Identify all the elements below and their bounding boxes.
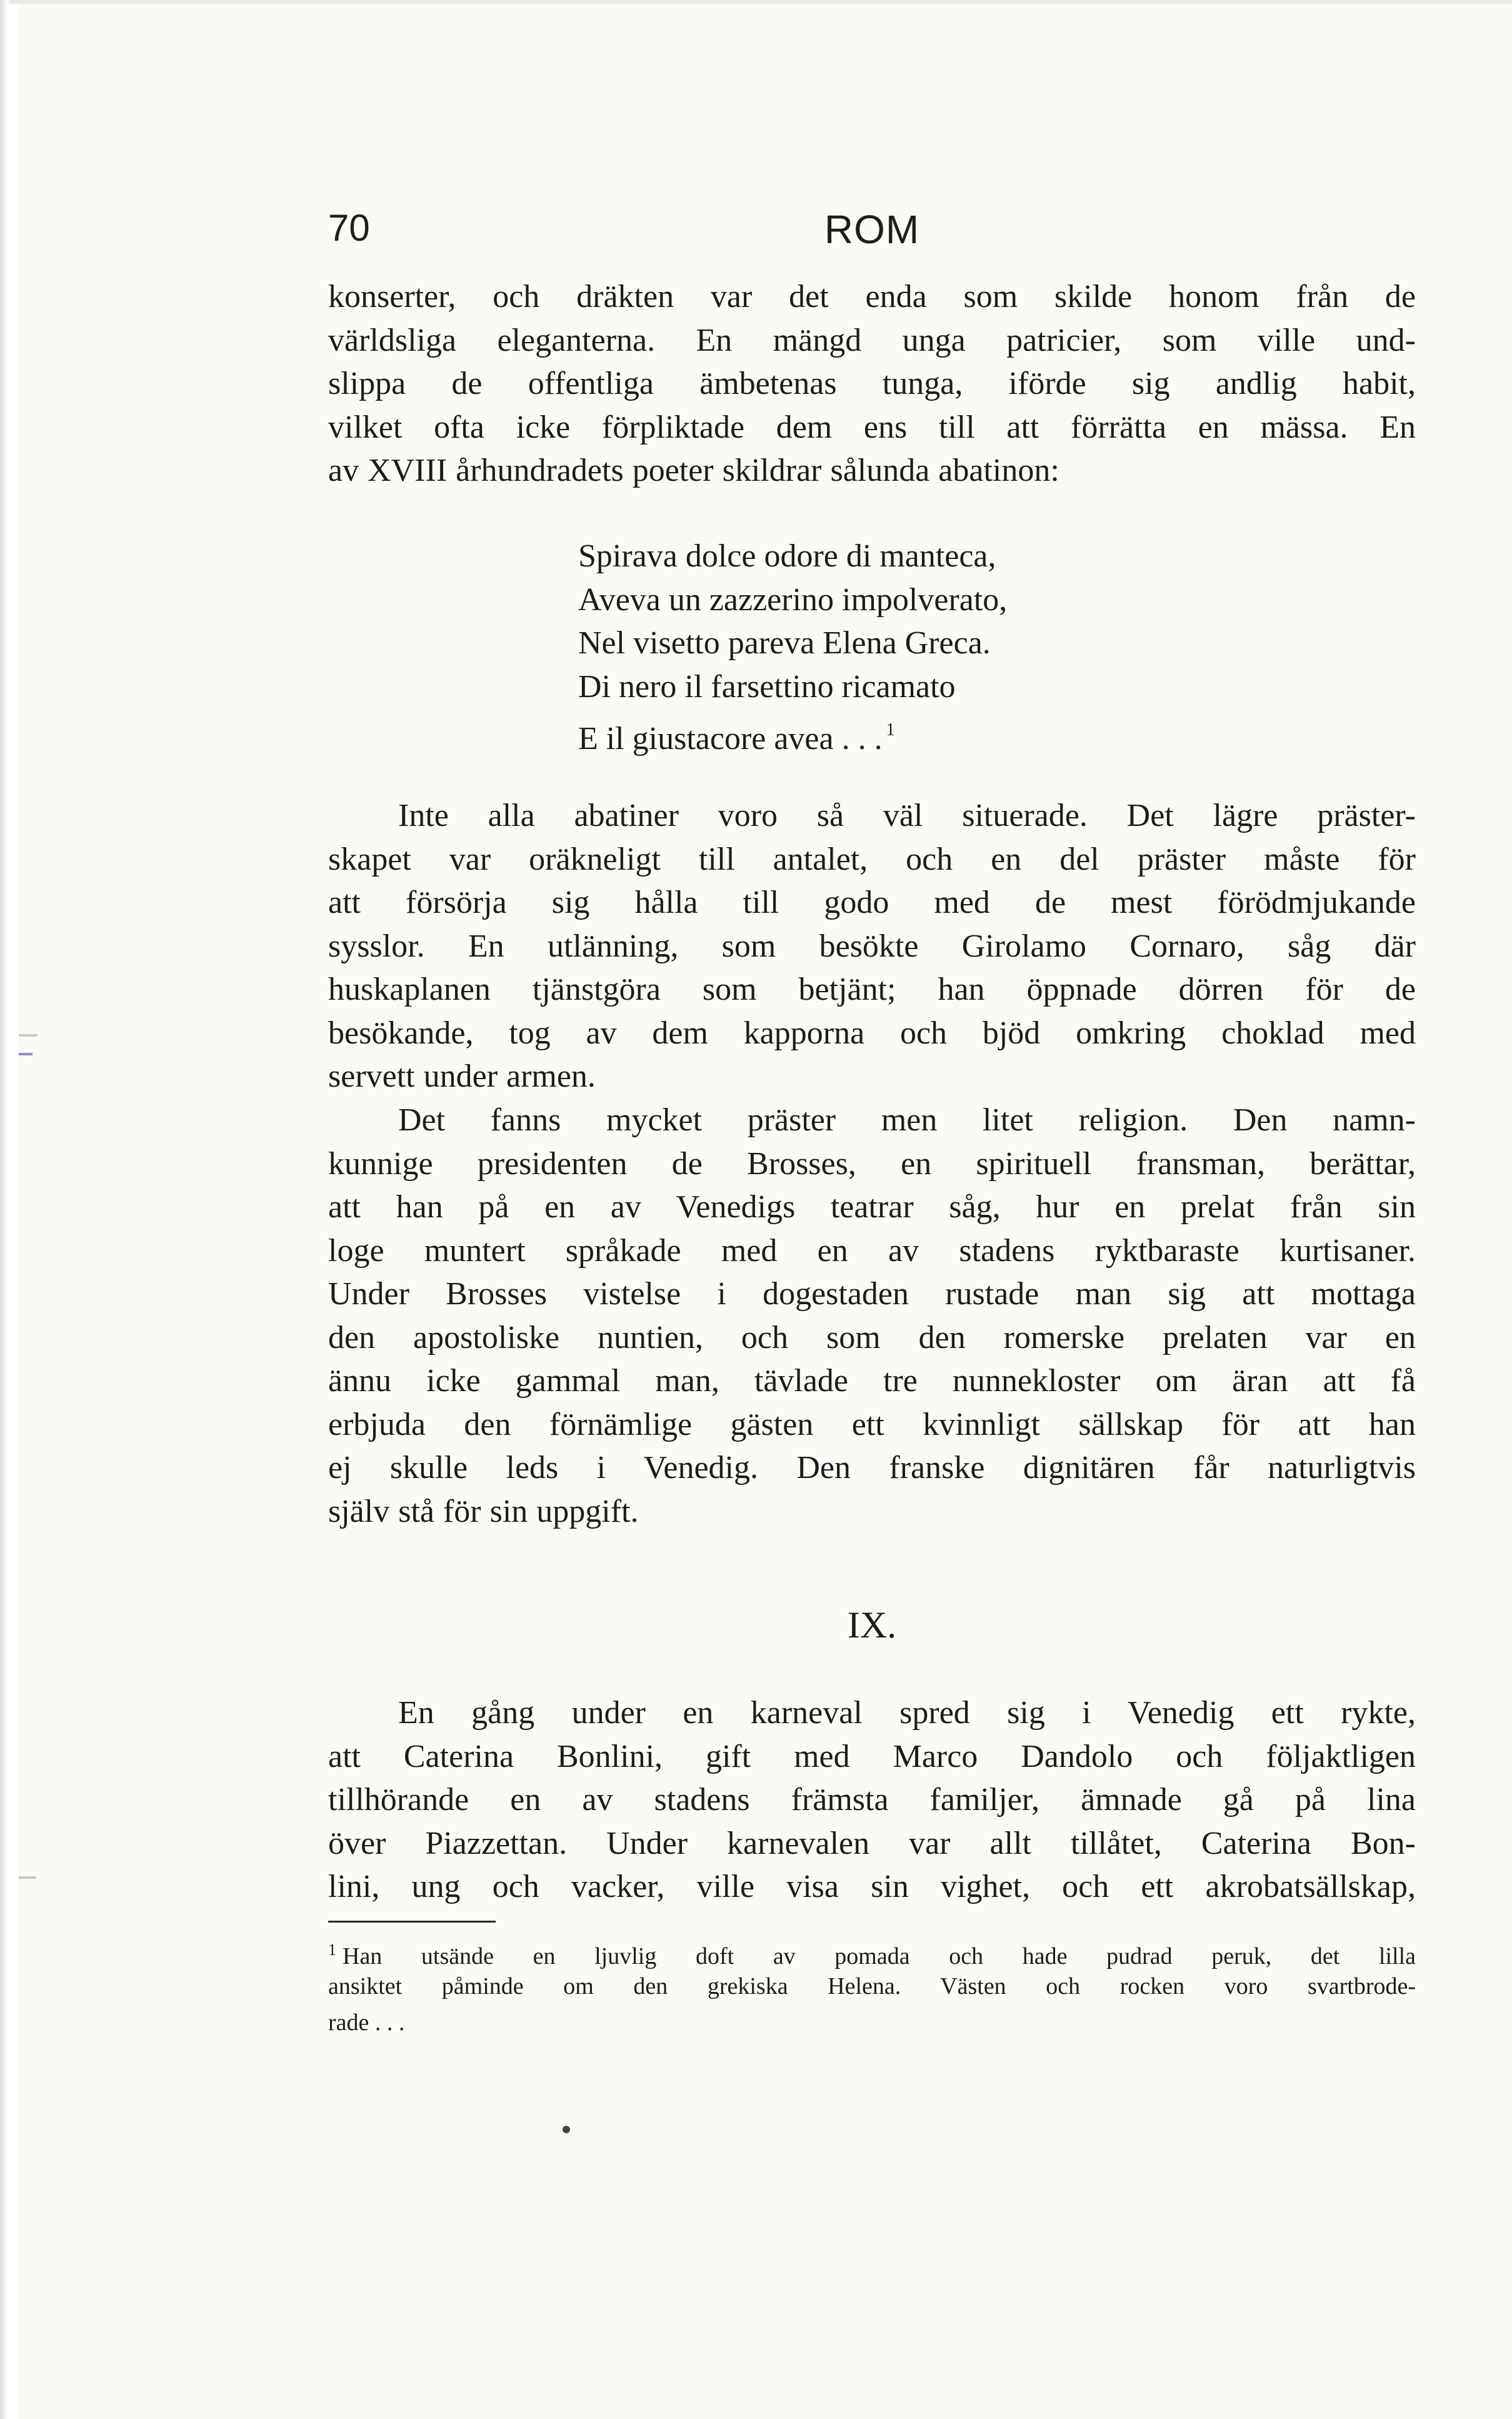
text-line: världsliga eleganterna. En mängd unga patricier, som ville und- [328,322,1416,358]
footnote-rule [328,1921,496,1923]
footnote-number: 1 [328,1941,336,1959]
text-line: erbjuda den förnämlige gästen ett kvinnligt sällskap för att han [328,1406,1416,1442]
poem-line: Di nero il farsettino ricamato [578,668,956,705]
text-line: själv stå för sin uppgift. [328,1493,639,1529]
footnote-line [328,1932,1416,1968]
poem-quote [578,535,1328,757]
text-line: Det fanns mycket präster men litet religion. Den namn- [398,1102,1416,1138]
text-line: besökande, tog av dem kapporna och bjöd omkring choklad med [328,1015,1416,1051]
scan-mark [19,1034,38,1037]
paragraph-1 [328,275,1416,493]
page-number: 70 [328,207,370,249]
text-line: den apostoliske nuntien, och som den romerske prelaten var en [328,1319,1416,1355]
footnote-marker: 1 [886,720,895,740]
text-line: tillhörande en av stadens främsta familjer, ämnade gå på lina [328,1782,1416,1818]
footnote [328,1932,1416,2041]
text-line: konserter, och dräkten var det enda som skilde honom från de [328,279,1416,314]
text-line: slippa de offentliga ämbetenas tunga, iförde sig andlig habit, [328,366,1416,401]
text-line: kunnige presidenten de Brosses, en spirituell fransman, berättar, [328,1145,1416,1182]
page-header [328,200,1416,263]
scan-mark [19,1876,36,1879]
poem-line: Spirava dolce odore di manteca, [578,538,996,574]
text-line: över Piazzettan. Under karnevalen var allt tillåtet, Caterina Bon- [328,1825,1416,1861]
text-line: lini, ung och vacker, ville visa sin vighet, och ett akrobatsällskap, [328,1869,1416,1904]
poem-line: Nel visetto pareva Elena Greca. [578,625,991,661]
poem-line [578,708,1328,757]
text-line: sysslor. En utlänning, som besökte Girolamo Cornaro, såg där [328,928,1416,964]
text-line: ej skulle leds i Venedig. Den franske dignitären får naturligtvis [328,1450,1416,1486]
text-line: loge muntert språkade med en av stadens ryktbaraste kurtisaner. [328,1232,1416,1269]
text-line: servett under armen. [328,1059,596,1094]
text-line: Inte alla abatiner voro så väl situerade. Det lägre präster- [398,798,1416,833]
text-line: skapet var oräkneligt till antalet, och en del präster måste för [328,841,1416,877]
text-line: En gång under en karneval spred sig i Venedig ett rykte, [398,1695,1416,1731]
poem-line-text: E il giustacore avea . . . [578,721,883,757]
paragraph-2 [328,794,1416,1099]
text-line: att han på en av Venedigs teatrar såg, hur en prelat från sin [328,1189,1416,1225]
paragraph-3 [328,1099,1416,1533]
scan-edge-left [0,0,9,2419]
footnote-text: Han utsände en ljuvlig doft av pomada och hade pudrad peruk, det lilla [343,1943,1416,1969]
running-head: ROM [824,207,920,252]
text-line: att Caterina Bonlini, gift med Marco Dandolo och följaktligen [328,1738,1416,1774]
footnote-line: ansiktet påminde om den grekiska Helena. Västen och rocken voro svartbrode- [328,1973,1416,1999]
text-line: att försörja sig hålla till godo med de mest förödmjukande [328,885,1416,920]
poem-line: Aveva un zazzerino impolverato, [578,581,1008,618]
scan-mark [19,1053,33,1055]
text-line: huskaplanen tjänstgöra som betjänt; han öppnade dörren för de [328,972,1416,1007]
text-line: Under Brosses vistelse i dogestaden rustade man sig att mottaga [328,1276,1416,1312]
chapter-heading: IX. [847,1604,897,1646]
text-line: vilket ofta icke förpliktade dem ens till att förrätta en mässa. En [328,409,1416,445]
ink-speck [563,2126,570,2133]
footnote-line: rade . . . [328,2009,405,2036]
paragraph-4 [328,1691,1416,1909]
text-line: ännu icke gammal man, tävlade tre nunnekloster om äran att få [328,1363,1416,1399]
text-line: av XVIII århundradets poeter skildrar sålunda abatinon: [328,453,1059,488]
